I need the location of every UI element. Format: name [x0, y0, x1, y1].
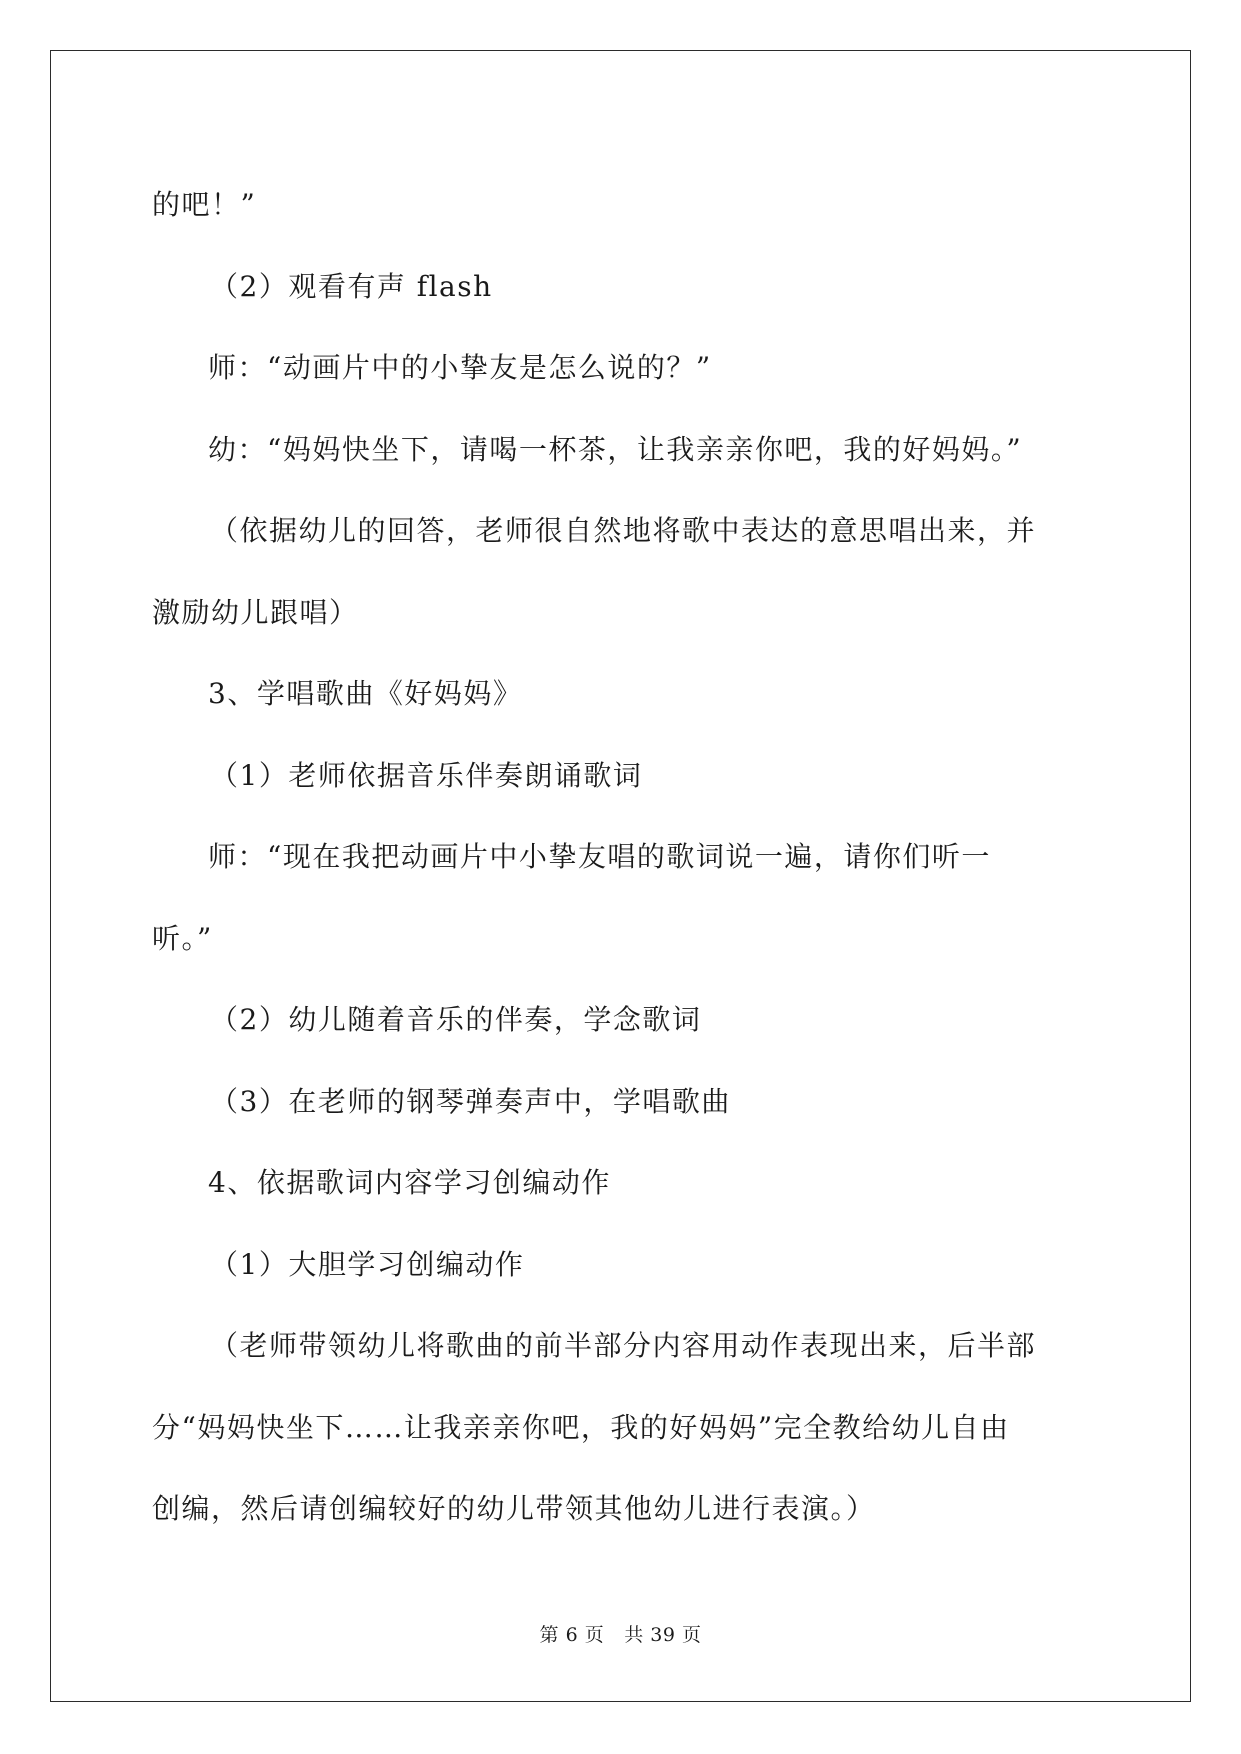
- text-line: 听。”: [152, 921, 213, 955]
- text-line: （3）在老师的钢琴弹奏声中，学唱歌曲: [210, 1084, 731, 1118]
- text-line: （依据幼儿的回答，老师很自然地将歌中表达的意思唱出来，并: [210, 514, 1037, 547]
- text-line: 师：“动画片中的小挚友是怎么说的？”: [208, 351, 712, 384]
- page-total: 共 39 页: [624, 1624, 702, 1646]
- text-line: 师：“现在我把动画片中小挚友唱的歌词说一遍，请你们听一: [208, 840, 991, 873]
- document-body: [152, 164, 1092, 1550]
- text-line: （老师带领幼儿将歌曲的前半部分内容用动作表现出来，后半部: [210, 1329, 1037, 1362]
- text-line: （1）老师依据音乐伴奏朗诵歌词: [210, 758, 643, 792]
- text-line: （2）观看有声 flash: [210, 269, 493, 303]
- page-footer: [0, 1620, 1241, 1647]
- text-line: （1）大胆学习创编动作: [210, 1247, 525, 1281]
- text-line: 3、学唱歌曲《好妈妈》: [208, 677, 523, 710]
- text-line: 分“妈妈快坐下……让我亲亲你吧，我的好妈妈”完全教给幼儿自由: [152, 1410, 1010, 1444]
- text-line: 激励幼儿跟唱）: [152, 595, 359, 629]
- page-number: 第 6 页: [539, 1624, 605, 1646]
- text-line: （2）幼儿随着音乐的伴奏，学念歌词: [210, 1003, 702, 1036]
- text-line: 4、依据歌词内容学习创编动作: [208, 1166, 611, 1199]
- text-line: 创编，然后请创编较好的幼儿带领其他幼儿进行表演。）: [152, 1492, 876, 1525]
- text-line: 幼：“妈妈快坐下，请喝一杯茶，让我亲亲你吧，我的好妈妈。”: [208, 432, 1023, 466]
- text-line: 的吧！”: [152, 188, 257, 221]
